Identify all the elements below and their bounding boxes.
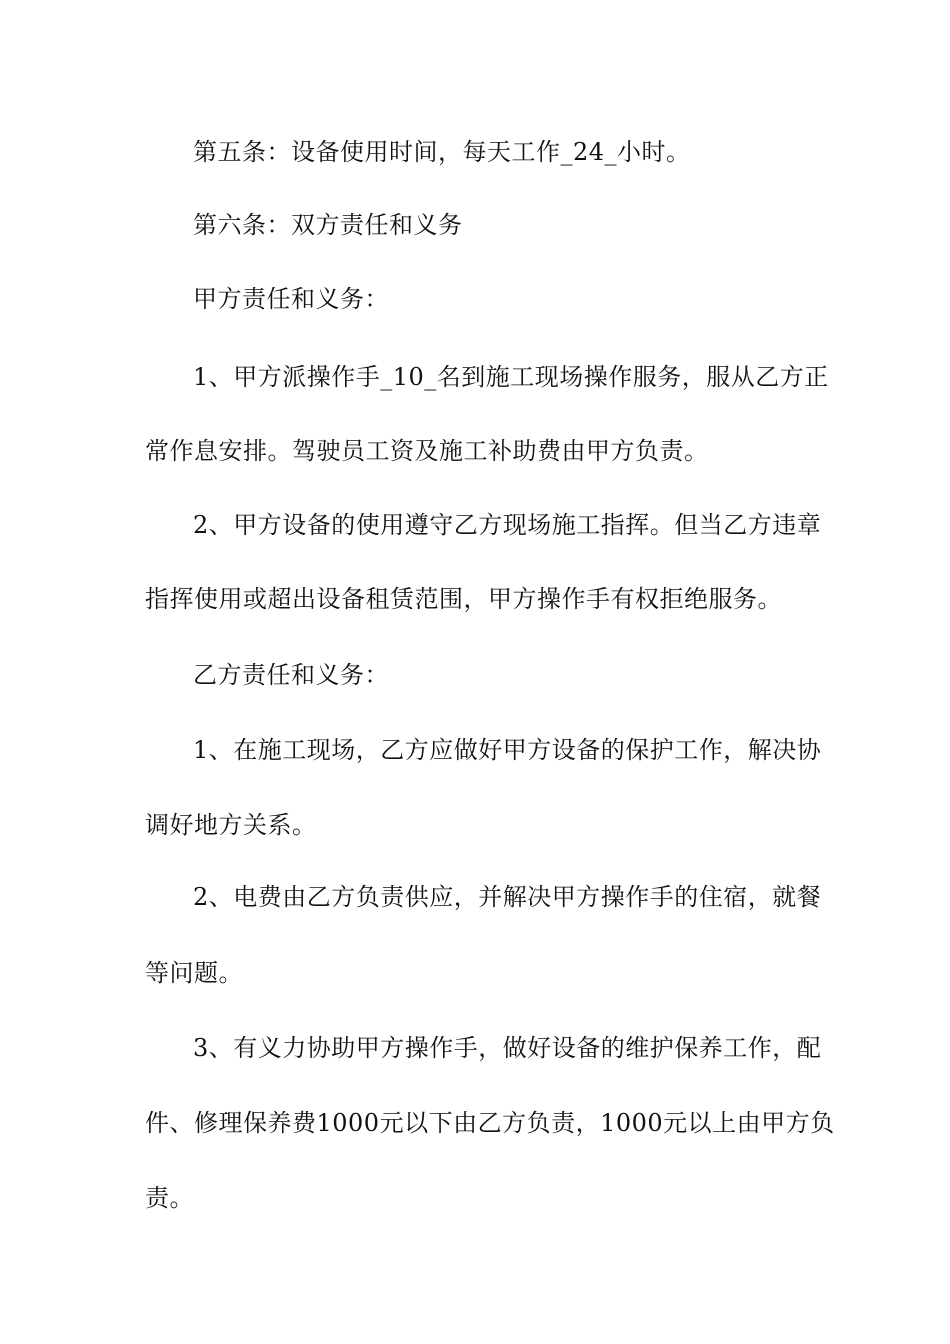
party-b-item-2-line-2: 等问题。	[145, 959, 243, 987]
party-b-item-3-line-3: 责。	[145, 1184, 194, 1212]
party-b-item-3-line-2: 件、修理保养费1000元以下由乙方负责，1000元以上由甲方负	[145, 1109, 835, 1137]
party-b-heading: 乙方责任和义务：	[193, 661, 389, 689]
article-5-line: 第五条：设备使用时间，每天工作_24_小时。	[193, 138, 691, 166]
party-a-item-1-line-2: 常作息安排。驾驶员工资及施工补助费由甲方负责。	[145, 437, 709, 465]
party-b-item-2-line-1: 2、电费由乙方负责供应，并解决甲方操作手的住宿，就餐	[193, 883, 822, 911]
article-6-heading: 第六条：双方责任和义务	[193, 211, 463, 239]
party-a-heading: 甲方责任和义务：	[193, 285, 389, 313]
party-a-item-2-line-2: 指挥使用或超出设备租赁范围，甲方操作手有权拒绝服务。	[145, 585, 782, 613]
party-a-item-1-line-1: 1、甲方派操作手_10_名到施工现场操作服务，服从乙方正	[193, 363, 829, 391]
party-b-item-1-line-2: 调好地方关系。	[145, 811, 317, 839]
party-a-item-2-line-1: 2、甲方设备的使用遵守乙方现场施工指挥。但当乙方违章	[193, 511, 822, 539]
party-b-item-3-line-1: 3、有义力协助甲方操作手，做好设备的维护保养工作，配	[193, 1034, 822, 1062]
party-b-item-1-line-1: 1、在施工现场，乙方应做好甲方设备的保护工作，解决协	[193, 736, 822, 764]
